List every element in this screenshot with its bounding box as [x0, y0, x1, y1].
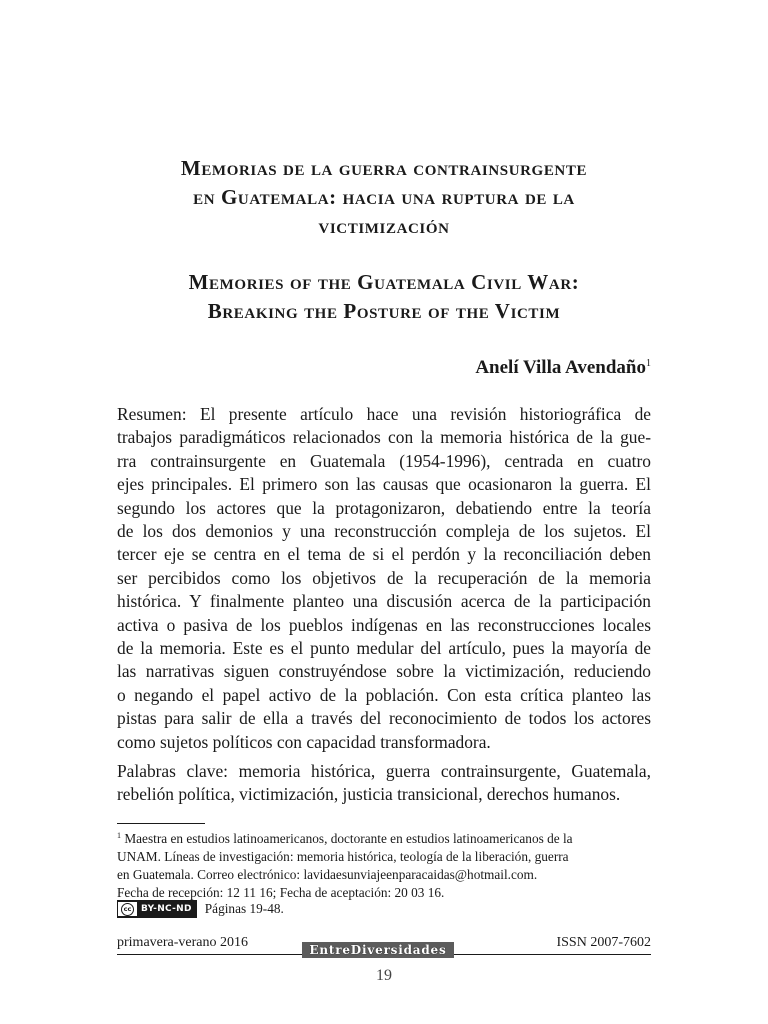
- footnote-line: Fecha de recepción: 12 11 16; Fecha de aceptación: 20 03 16.: [117, 885, 445, 900]
- title-es-line: Memorias de la guerra contrainsurgente: [180, 156, 588, 180]
- abstract-line: las narrativas siguen construyéndose sobre la victimización, reduciendo: [117, 661, 651, 682]
- issue-season: primavera-verano 2016: [117, 935, 248, 950]
- abstract-line: segundo los actores que la protagonizaron, debatiendo entre la teoría: [117, 497, 651, 518]
- cc-circle: cc: [121, 903, 134, 916]
- title-english: [117, 268, 651, 326]
- abstract: [117, 403, 651, 754]
- abstract-line: ejes principales. El primero son las causas que ocasionaron la guerra. El: [117, 474, 651, 495]
- abstract-line: o negando el papel activo de la población. Con esta crítica planteo las: [117, 684, 651, 705]
- abstract-line: ser percibidos como los objetivos de la recuperación de la memoria: [117, 567, 651, 588]
- author: [475, 357, 651, 379]
- abstract-line: rra contrainsurgente en Guatemala (1954-1996), centrada en cuatro: [117, 450, 651, 471]
- author-footnote-mark: 1: [646, 358, 651, 369]
- abstract-line: pistas para salir de ella a través del reconocimiento de todos los actores: [117, 708, 651, 729]
- title-es-line: en Guatemala: hacia una ruptura de la: [193, 185, 575, 209]
- footnote-line: en Guatemala. Correo electrónico: lavidaesunviajeenparacaidas@hotmail.com.: [117, 867, 538, 882]
- abstract-line: como sujetos políticos con capacidad transformadora.: [117, 731, 491, 752]
- page-number: 19: [376, 967, 392, 984]
- abstract-line: tercer eje se centra en el tema de si el perdón y la reconciliación deben: [117, 544, 651, 565]
- title-es-line: victimización: [318, 214, 450, 238]
- title-en-line: Memories of the Guatemala Civil War:: [188, 270, 580, 294]
- abstract-line: activa o pasiva de los pueblos indígenas en las reconstrucciones locales: [117, 614, 651, 635]
- abstract-line: Resumen: El presente artículo hace una revisión historiográfica de: [117, 404, 651, 424]
- abstract-line: histórica. Y finalmente planteo una discusión acerca de la participación: [117, 591, 651, 612]
- license-line: [117, 900, 284, 918]
- keywords-line: rebelión política, victimización, justicia transicional, derechos humanos.: [117, 784, 621, 805]
- page-range: Páginas 19-48.: [204, 901, 284, 916]
- abstract-line: de los dos demonios y una reconstrucción compleja de los sujetos. El: [117, 521, 651, 542]
- cc-logo: [118, 902, 137, 916]
- license-badge-text: BY-NC-ND: [141, 904, 192, 914]
- issn: ISSN 2007-7602: [556, 935, 651, 950]
- author-name: Anelí Villa Avendaño: [475, 357, 646, 378]
- footnote-line: UNAM. Líneas de investigación: memoria histórica, teología de la liberación, guerra: [117, 849, 569, 864]
- abstract-line: trabajos paradigmáticos relacionados con la memoria histórica de la gue-: [117, 427, 651, 448]
- footnote-text: Maestra en estudios latinoamericanos, doctorante en estudios latinoamericanos de la: [121, 831, 573, 846]
- footnote: [117, 827, 651, 902]
- creative-commons-icon[interactable]: [117, 900, 197, 918]
- keywords: [117, 760, 651, 807]
- footnote-line: [117, 827, 651, 848]
- keywords-line: Palabras clave: memoria histórica, guerra contrainsurgente, Guatemala,: [117, 761, 651, 781]
- title-en-line: Breaking the Posture of the Victim: [207, 299, 561, 323]
- footnote-mark: 1: [117, 831, 121, 840]
- abstract-line: de la memoria. Este es el punto medular del artículo, pues la mayoría de: [117, 638, 651, 659]
- journal-logo: EntreDiversidades: [302, 942, 454, 958]
- footnote-divider: [117, 823, 205, 824]
- title-spanish: [117, 154, 651, 241]
